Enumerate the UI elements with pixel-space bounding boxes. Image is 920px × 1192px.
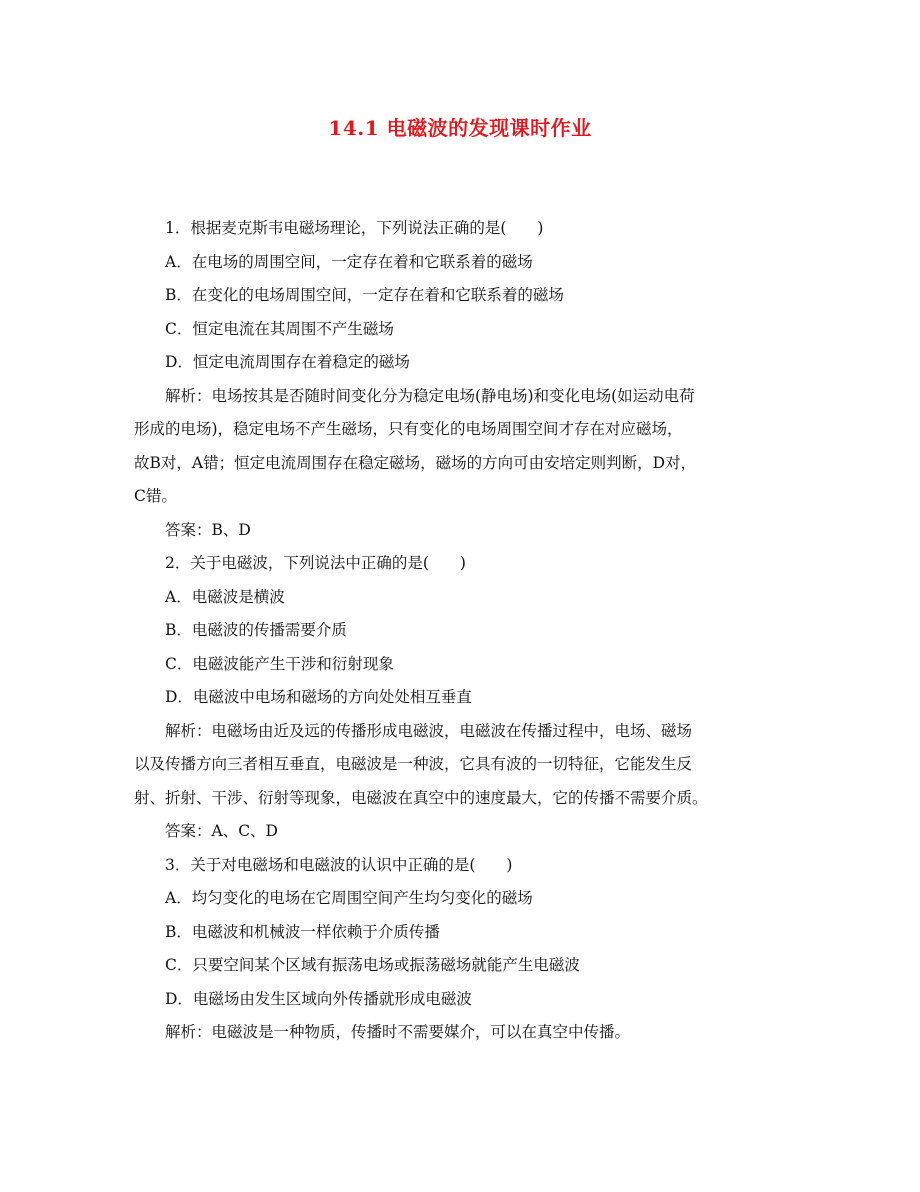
question-2-option-c: C．电磁波能产生干涉和衍射现象 bbox=[165, 654, 394, 673]
document-body bbox=[134, 212, 786, 1050]
question-1-option-c: C．恒定电流在其周围不产生磁场 bbox=[165, 319, 394, 338]
question-2-option-d: D．电磁波中电场和磁场的方向处处相互垂直 bbox=[165, 688, 472, 706]
question-3-analysis-line: 解析：电磁波是一种物质，传播时不需要媒介，可以在真空中传播。 bbox=[165, 1023, 631, 1041]
page-title: 14.1 电磁波的发现课时作业 bbox=[328, 116, 592, 140]
question-1-analysis-line: 故B对，A错；恒定电流周围存在稳定磁场，磁场的方向可由安培定则判断，D对， bbox=[134, 453, 697, 472]
question-1-stem: 1．根据麦克斯韦电磁场理论，下列说法正确的是( ) bbox=[165, 219, 544, 237]
question-1-option-b: B．在变化的电场周围空间，一定存在着和它联系着的磁场 bbox=[165, 286, 564, 304]
question-2-stem: 2．关于电磁波，下列说法中正确的是( ) bbox=[165, 554, 466, 572]
question-1-option-a: A．在电场的周围空间，一定存在着和它联系着的磁场 bbox=[165, 252, 533, 271]
question-2-analysis-line: 解析：电磁场由近及远的传播形成电磁波，电磁波在传播过程中，电场、磁场 bbox=[165, 721, 693, 740]
question-3-option-d: D．电磁场由发生区域向外传播就形成电磁波 bbox=[165, 989, 472, 1008]
question-1-option-d: D．恒定电流周围存在着稳定的磁场 bbox=[165, 353, 410, 371]
question-2-option-a: A．电磁波是横波 bbox=[165, 587, 285, 606]
question-3-option-b: B．电磁波和机械波一样依赖于介质传播 bbox=[165, 922, 440, 941]
question-2-option-b: B．电磁波的传播需要介质 bbox=[165, 621, 347, 639]
question-1-answer: 答案：B、D bbox=[165, 520, 251, 539]
question-3-option-c: C．只要空间某个区域有振荡电场或振荡磁场就能产生电磁波 bbox=[165, 956, 580, 974]
question-1-analysis-line: C错。 bbox=[134, 487, 177, 505]
question-3-option-a: A．均匀变化的电场在它周围空间产生均匀变化的磁场 bbox=[165, 889, 533, 907]
question-2-analysis-line: 射、折射、干涉、衍射等现象，电磁波在真空中的速度最大，它的传播不需要介质。 bbox=[134, 788, 708, 807]
question-1-analysis-line: 解析：电场按其是否随时间变化分为稳定电场(静电场)和变化电场(如运动电荷 bbox=[165, 386, 695, 405]
question-2-analysis-line: 以及传播方向三者相互垂直，电磁波是一种波，它具有波的一切特征，它能发生反 bbox=[134, 755, 693, 773]
question-2-answer: 答案：A、C、D bbox=[165, 822, 278, 840]
question-3-stem: 3．关于对电磁场和电磁波的认识中正确的是( ) bbox=[165, 855, 513, 874]
question-1-analysis-line: 形成的电场)，稳定电场不产生磁场，只有变化的电场周围空间才存在对应磁场， bbox=[134, 420, 683, 438]
